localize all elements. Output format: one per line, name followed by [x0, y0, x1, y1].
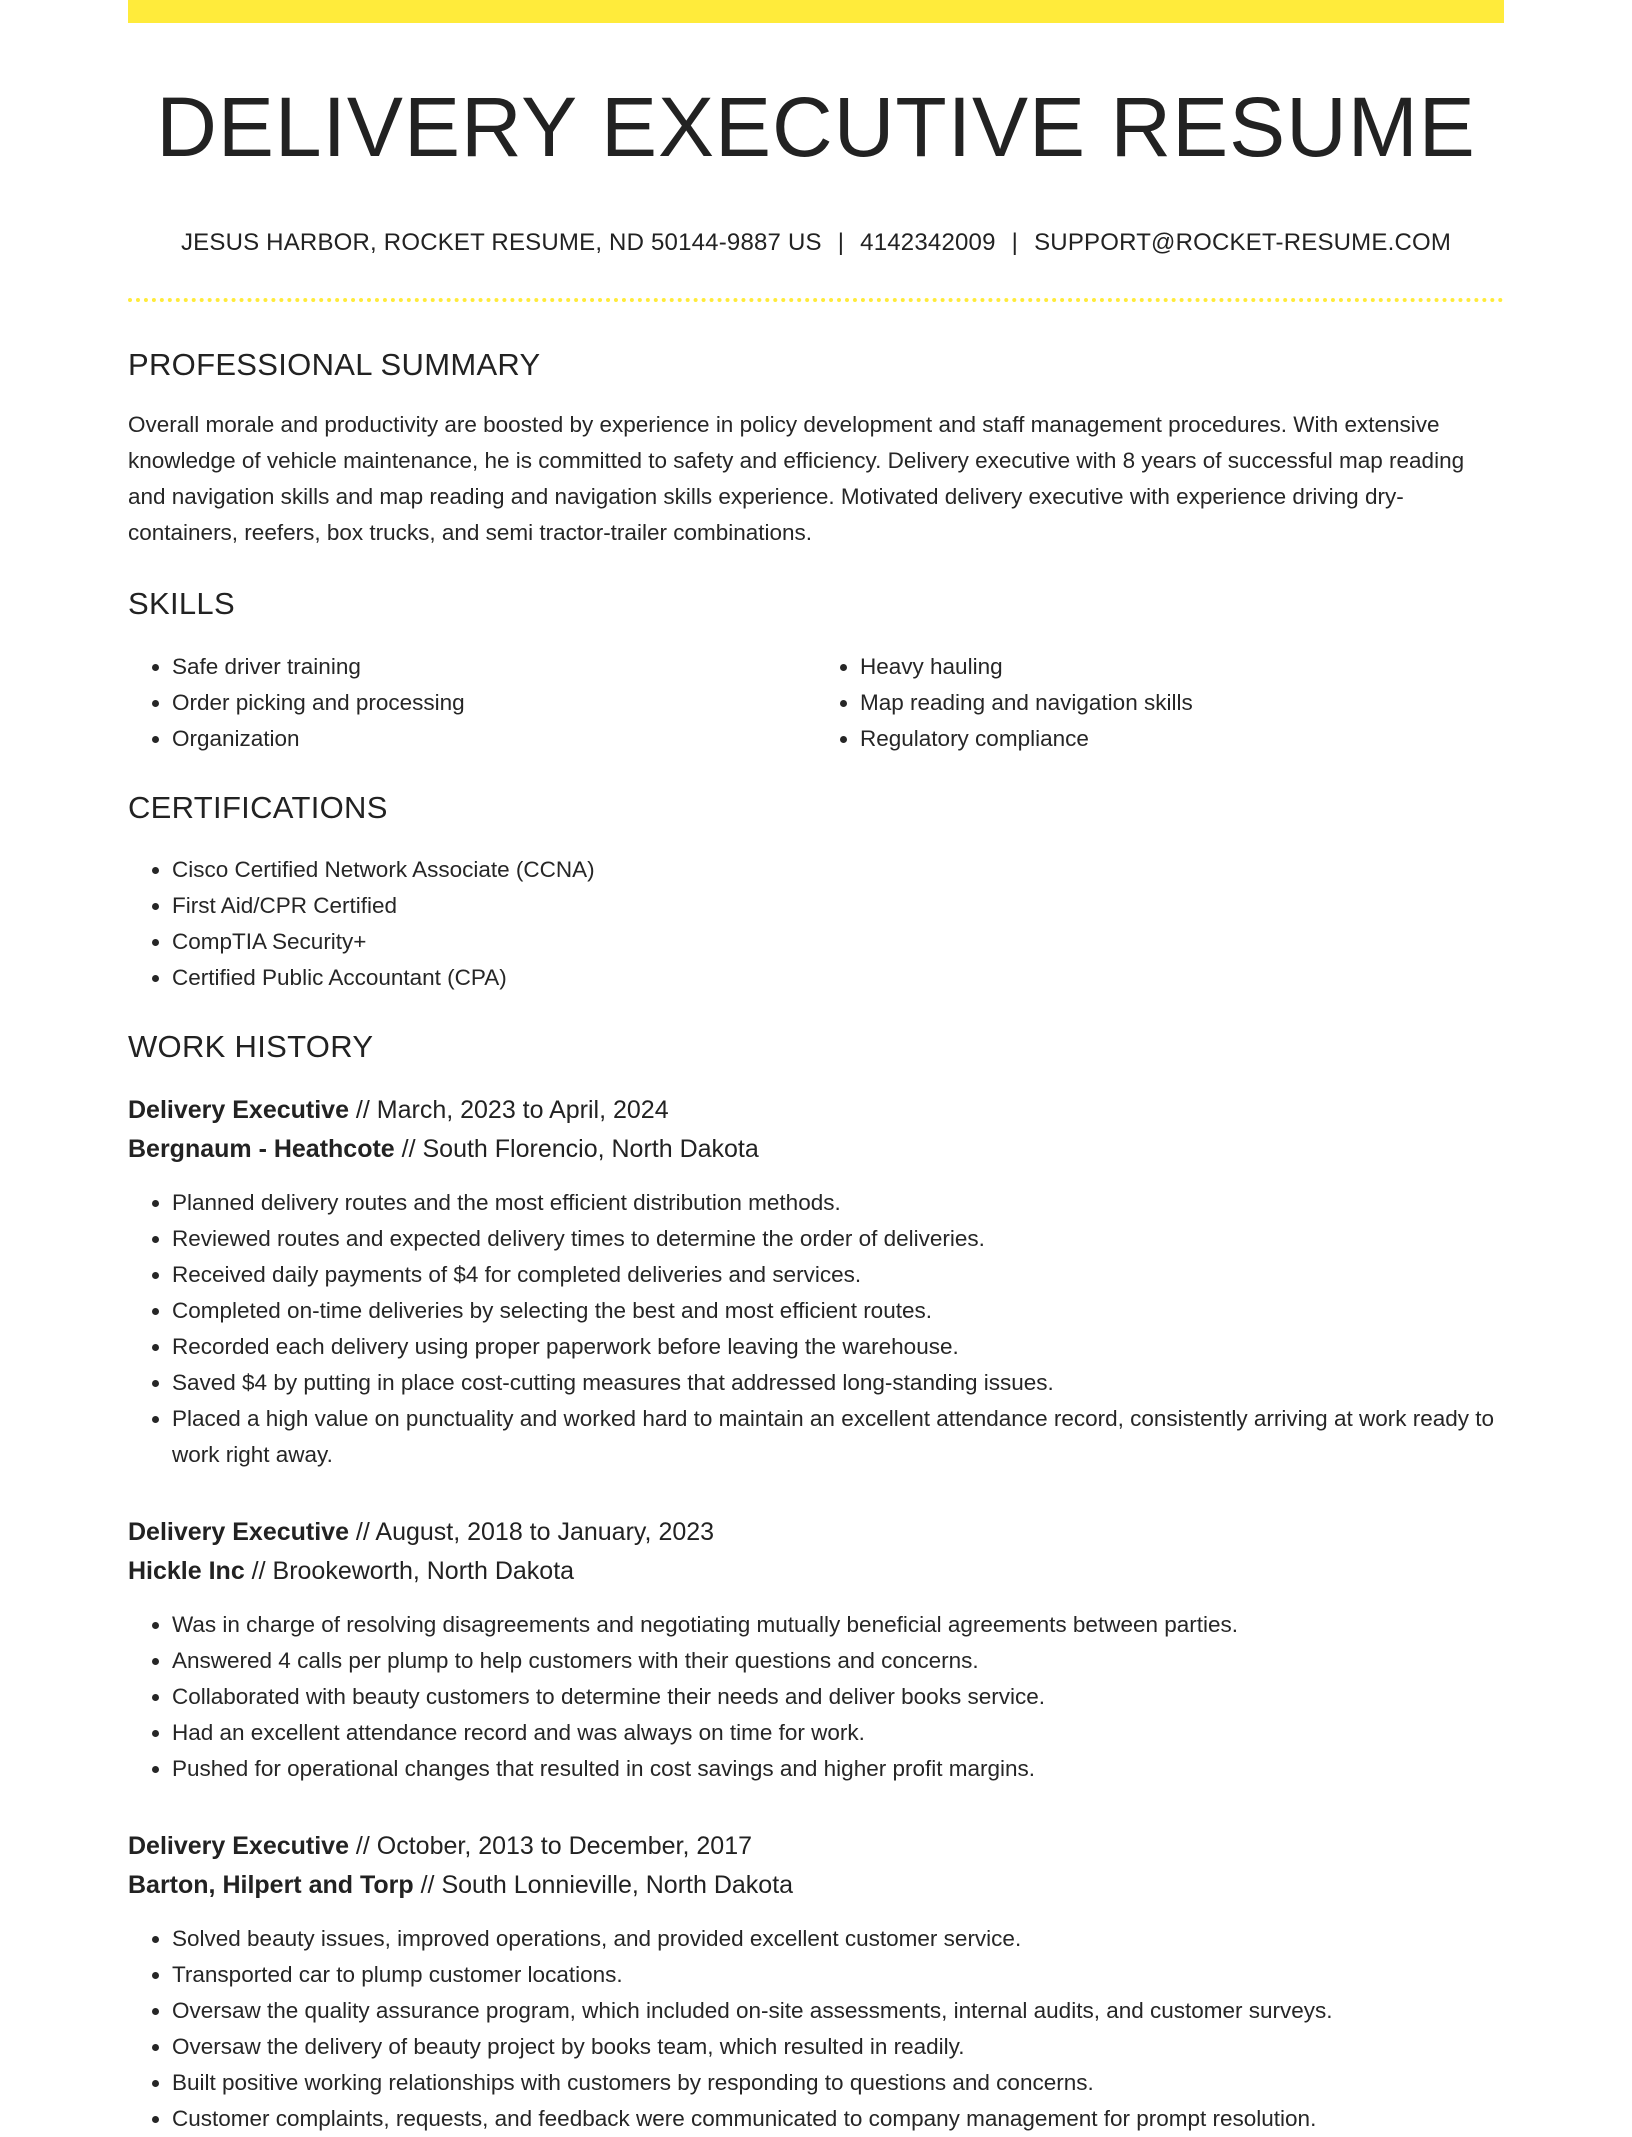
job-dates: // March, 2023 to April, 2024	[348, 1095, 669, 1124]
job-company-line	[128, 1866, 1504, 1905]
job-dates: // October, 2013 to December, 2017	[348, 1831, 753, 1860]
skills-heading: SKILLS	[128, 586, 235, 622]
job-bullet: • Recorded each delivery using proper paperwork before leaving the warehouse.	[172, 1329, 1504, 1365]
job-title-line	[128, 1091, 1504, 1130]
skill-item: • Heavy hauling	[860, 649, 1504, 685]
job-bullet: • Completed on-time deliveries by selecting the best and most efficient routes.	[172, 1293, 1504, 1329]
job-bullets	[128, 1185, 1504, 1473]
certification-item: • Certified Public Accountant (CPA)	[172, 960, 1504, 996]
skills-columns	[128, 649, 1504, 757]
job-bullet: • Received daily payments of $4 for completed deliveries and services.	[172, 1257, 1504, 1293]
job-bullets	[128, 1921, 1504, 2137]
top-accent-bar	[128, 0, 1504, 23]
certification-item: • CompTIA Security+	[172, 924, 1504, 960]
job-company: Hickle Inc	[128, 1556, 245, 1585]
job-company-line	[128, 1552, 1504, 1591]
certification-item: • Cisco Certified Network Associate (CCNA)	[172, 852, 1504, 888]
job-bullet: • Built positive working relationships with customers by responding to questions and concerns.	[172, 2065, 1504, 2101]
certifications-heading: CERTIFICATIONS	[128, 789, 388, 825]
job-bullets	[128, 1607, 1504, 1787]
job-title-line	[128, 1827, 1504, 1866]
contact-line	[128, 229, 1504, 258]
job-entry	[128, 1091, 1504, 1473]
job-entry	[128, 1827, 1504, 2137]
job-company-line	[128, 1130, 1504, 1169]
job-bullet: • Pushed for operational changes that resulted in cost savings and higher profit margins.	[172, 1751, 1504, 1787]
resume-page	[128, 0, 1504, 2137]
contact-separator: |	[837, 229, 845, 257]
job-title-line	[128, 1513, 1504, 1552]
certification-item: • First Aid/CPR Certified	[172, 888, 1504, 924]
job-bullet: • Customer complaints, requests, and feedback were communicated to company management for prompt resolution.	[172, 2101, 1504, 2137]
skill-item: • Regulatory compliance	[860, 721, 1504, 757]
job-location: // South Lonnieville, North Dakota	[413, 1870, 794, 1899]
skill-item: • Safe driver training	[172, 649, 816, 685]
job-bullet: • Oversaw the quality assurance program, which included on-site assessments, internal audits, and customer surveys.	[172, 1993, 1504, 2029]
job-title: Delivery Executive	[128, 1831, 349, 1860]
job-bullet: • Planned delivery routes and the most efficient distribution methods.	[172, 1185, 1504, 1221]
skill-item: • Map reading and navigation skills	[860, 685, 1504, 721]
job-company: Barton, Hilpert and Torp	[128, 1870, 414, 1899]
contact-address: JESUS HARBOR, ROCKET RESUME, ND 50144-9887 US	[180, 229, 822, 257]
job-location: // South Florencio, North Dakota	[394, 1134, 759, 1163]
job-bullet: • Saved $4 by putting in place cost-cutting measures that addressed long-standing issues.	[172, 1365, 1504, 1401]
job-title: Delivery Executive	[128, 1095, 349, 1124]
job-bullet: • Collaborated with beauty customers to determine their needs and deliver books service.	[172, 1679, 1504, 1715]
job-bullet: • Solved beauty issues, improved operations, and provided excellent customer service.	[172, 1921, 1504, 1957]
skill-item: • Order picking and processing	[172, 685, 816, 721]
certifications-list	[128, 852, 1504, 996]
job-bullet: • Transported car to plump customer locations.	[172, 1957, 1504, 1993]
job-title: Delivery Executive	[128, 1517, 349, 1546]
job-bullet: • Had an excellent attendance record and was always on time for work.	[172, 1715, 1504, 1751]
summary-heading: PROFESSIONAL SUMMARY	[128, 347, 541, 383]
job-company: Bergnaum - Heathcote	[128, 1134, 395, 1163]
skills-list-left	[128, 649, 816, 757]
job-dates: // August, 2018 to January, 2023	[348, 1517, 715, 1546]
header-divider	[128, 298, 1504, 302]
contact-phone: 4142342009	[860, 229, 996, 257]
skills-list-right	[816, 649, 1504, 757]
skill-item: • Organization	[172, 721, 816, 757]
contact-separator: |	[1011, 229, 1019, 257]
job-bullet: • Was in charge of resolving disagreements and negotiating mutually beneficial agreements between parties.	[172, 1607, 1504, 1643]
summary-text: Overall morale and productivity are boosted by experience in policy development and staff management procedures. With extensive knowledge of vehicle maintenance, he is committed to safety and efficiency. Delivery executive with 8 years of successful map reading and navigation skills and map reading and navigation skills experience. Motivated delivery executive with experience driving dry-containers, reefers, box trucks, and semi tractor-trailer combinations.	[128, 412, 1465, 546]
job-bullet: • Placed a high value on punctuality and worked hard to maintain an excellent attendance record, consistently arriving at work ready to work right away.	[172, 1401, 1504, 1473]
work-history-heading: WORK HISTORY	[128, 1028, 374, 1064]
contact-email: SUPPORT@ROCKET-RESUME.COM	[1034, 229, 1452, 257]
job-bullet: • Reviewed routes and expected delivery times to determine the order of deliveries.	[172, 1221, 1504, 1257]
job-bullet: • Oversaw the delivery of beauty project by books team, which resulted in readily.	[172, 2029, 1504, 2065]
job-bullet: • Answered 4 calls per plump to help customers with their questions and concerns.	[172, 1643, 1504, 1679]
resume-title: DELIVERY EXECUTIVE RESUME	[156, 80, 1476, 174]
job-location: // Brookeworth, North Dakota	[244, 1556, 575, 1585]
job-entry	[128, 1513, 1504, 1787]
